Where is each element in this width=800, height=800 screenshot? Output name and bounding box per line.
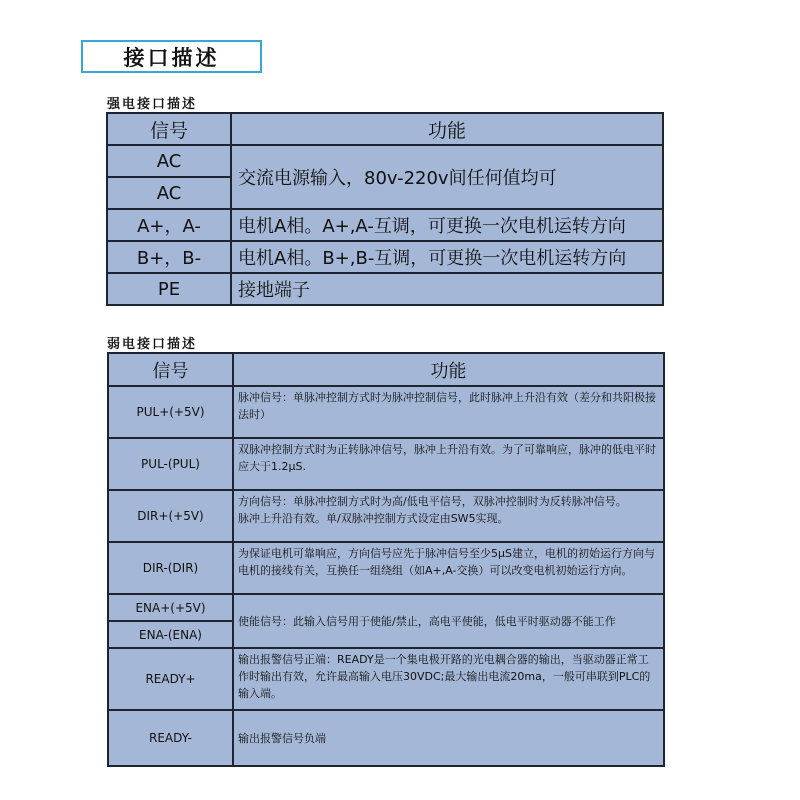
function-cell: 输出报警信号负端 xyxy=(233,710,664,766)
table-row xyxy=(108,710,664,766)
weak-section-heading: 弱电接口描述 xyxy=(107,337,198,352)
function-cell: 电机A相。B+,B-互调，可更换一次电机运转方向 xyxy=(231,241,663,273)
function-cell: 双脉冲控制方式时为正转脉冲信号，脉冲上升沿有效。为了可靠响应，脉冲的低电平时应大于1.2μS. xyxy=(233,438,664,490)
signal-cell: PE xyxy=(107,273,231,305)
signal-cell: PUL+(+5V) xyxy=(108,386,233,438)
signal-cell: A+，A- xyxy=(107,209,231,241)
signal-cell: B+，B- xyxy=(107,241,231,273)
function-cell: 为保证电机可靠响应，方向信号应先于脉冲信号至少5μS建立，电机的初始运行方向与电机的接线有关，互换任一组绕组（如A+,A-交换）可以改变电机初始运行方向。 xyxy=(233,542,664,594)
table-row xyxy=(108,542,664,594)
signal-cell: ENA+(+5V) xyxy=(108,594,233,621)
table-row xyxy=(107,209,663,241)
page-title: 接口描述 xyxy=(81,40,262,73)
signal-cell: DIR-(DIR) xyxy=(108,542,233,594)
table-row xyxy=(108,648,664,710)
table-row xyxy=(107,273,663,305)
column-header-function: 功能 xyxy=(231,113,663,145)
function-cell: 电机A相。A+,A-互调，可更换一次电机运转方向 xyxy=(231,209,663,241)
table-header-row xyxy=(108,353,664,386)
signal-cell: READY+ xyxy=(108,648,233,710)
signal-cell: AC xyxy=(107,145,231,177)
signal-cell: AC xyxy=(107,177,231,209)
column-header-signal: 信号 xyxy=(108,353,233,386)
weak-interface-table xyxy=(107,352,665,767)
signal-cell: DIR+(+5V) xyxy=(108,490,233,542)
function-cell: 交流电源输入，80v-220v间任何值均可 xyxy=(231,145,663,209)
function-line: 方向信号：单脉冲控制方式时为高/低电平信号，双脉冲控制时为反转脉冲信号。 xyxy=(238,495,627,508)
column-header-function: 功能 xyxy=(233,353,664,386)
table-row xyxy=(108,490,664,542)
table-row xyxy=(108,438,664,490)
table-row xyxy=(107,145,663,177)
strong-section-heading: 强电接口描述 xyxy=(107,97,198,112)
column-header-signal: 信号 xyxy=(107,113,231,145)
strong-interface-table xyxy=(106,112,664,306)
signal-cell: PUL-(PUL) xyxy=(108,438,233,490)
function-cell: 使能信号：此输入信号用于使能/禁止，高电平使能，低电平时驱动器不能工作 xyxy=(233,594,664,648)
function-cell: 脉冲信号：单脉冲控制方式时为脉冲控制信号，此时脉冲上升沿有效（差分和共阳极接法时） xyxy=(233,386,664,438)
table-row xyxy=(108,594,664,621)
table-row xyxy=(108,386,664,438)
function-cell: 输出报警信号正端：READY是一个集电极开路的光电耦合器的输出，当驱动器正常工作时输出有效，允许最高输入电压30VDC;最大输出电流20ma，一般可串联到PLC的输入端。 xyxy=(233,648,664,710)
function-line: 脉冲上升沿有效。单/双脉冲控制方式设定由SW5实现。 xyxy=(238,512,509,525)
signal-cell: ENA-(ENA) xyxy=(108,621,233,648)
table-row xyxy=(107,241,663,273)
table-header-row xyxy=(107,113,663,145)
signal-cell: READY- xyxy=(108,710,233,766)
function-cell xyxy=(233,490,664,542)
function-cell: 接地端子 xyxy=(231,273,663,305)
